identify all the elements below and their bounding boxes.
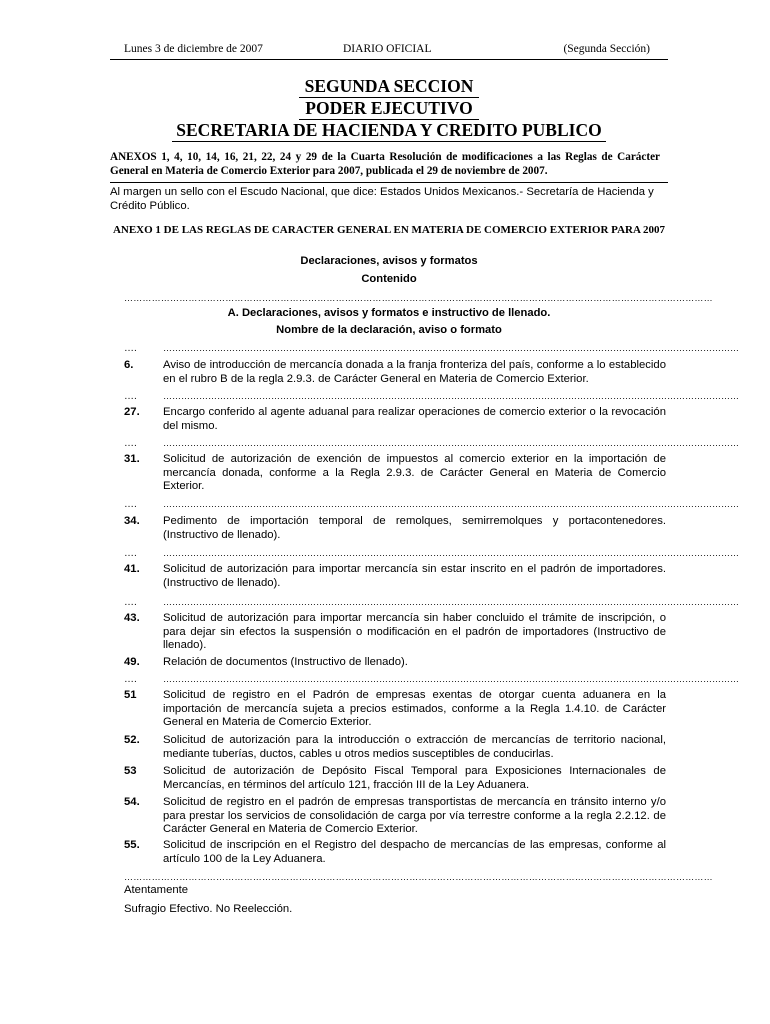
item-text: Solicitud de autorización para importar mercancía sin estar inscrito en el padrón de importadores. (Instructivo de llenado).: [163, 563, 666, 589]
omission-dots: …………………………………………………………………………………………………………………………………………………………………………: [163, 391, 739, 401]
ministry-title: SECRETARIA DE HACIENDA Y CREDITO PUBLICO: [172, 120, 605, 142]
item-number: 41.: [124, 563, 140, 575]
intro-paragraph: Al margen un sello con el Escudo Nacional, que dice: Estados Unidos Mexicanos.- Secretaría de Hacienda y Crédito Público.: [110, 186, 654, 212]
omission-marker: ….: [124, 391, 137, 402]
item-text: Solicitud de autorización para la introducción o extracción de mercancías de territorio nacional, mediante tuberías, ductos, cables u otros medios susceptibles de conducirlas.: [163, 734, 666, 760]
anexo-title: ANEXO 1 DE LAS REGLAS DE CARACTER GENERAL EN MATERIA DE COMERCIO EXTERIOR PARA 2007: [112, 224, 666, 236]
omission-dots: …………………………………………………………………………………………………………………………………………………………………………: [163, 674, 739, 684]
closing-motto: Sufragio Efectivo. No Reelección.: [124, 903, 293, 915]
item-number: 34.: [124, 515, 140, 527]
section-title: SEGUNDA SECCION: [299, 76, 480, 98]
omission-marker: ….: [124, 548, 137, 559]
item-number: 43.: [124, 612, 140, 624]
closing-salutation: Atentamente: [124, 884, 189, 896]
item-number: 51: [124, 689, 137, 701]
item-text: Solicitud de registro en el Padrón de empresas exentas de otorgar cuenta aduanera en la importación de mercancía sujeta a precios estimados, conforme a la Regla 1.4.10. de Carácter General en Materia de Comercio Exterior.: [163, 689, 666, 728]
item-number: 49.: [124, 656, 140, 668]
header-date: Lunes 3 de diciembre de 2007: [124, 43, 263, 55]
omission-dots: …………………………………………………………………………………………………………………………………………………………………………: [163, 597, 739, 607]
item-text: Relación de documentos (Instructivo de llenado).: [163, 656, 408, 668]
omission-marker: ….: [124, 438, 137, 449]
column-heading: Nombre de la declaración, aviso o formato: [276, 324, 502, 336]
omission-dots: …………………………………………………………………………………………………………………………………………………………………………: [163, 438, 739, 448]
title-block: [110, 76, 668, 142]
item-number: 6.: [124, 359, 134, 371]
omission-marker: ….: [124, 674, 137, 685]
item-text: Aviso de introducción de mercancía donada a la franja fronteriza del país, conforme a lo establecido en el rubro B de la regla 2.9.3. de Carácter General en Materia de Comercio Exterior.: [163, 359, 666, 385]
omission-dots: …………………………………………………………………………………………………………………………………………………………………………: [163, 499, 739, 509]
dotted-separator: …………………………………………………………………………………………………………………………………………………………………………: [124, 293, 713, 303]
page-header: [110, 43, 668, 60]
item-text: Encargo conferido al agente aduanal para realizar operaciones de comercio exterior o la revocación del mismo.: [163, 406, 666, 432]
item-number: 53: [124, 765, 137, 777]
omission-marker: ….: [124, 343, 137, 354]
item-number: 31.: [124, 453, 140, 465]
dotted-separator: …………………………………………………………………………………………………………………………………………………………………………: [124, 872, 713, 882]
omission-dots: …………………………………………………………………………………………………………………………………………………………………………: [163, 548, 739, 558]
item-number: 52.: [124, 734, 140, 746]
header-section: (Segunda Sección): [563, 43, 650, 55]
item-text: Pedimento de importación temporal de remolques, semirremolques y portacontenedores. (Instructivo de llenado).: [163, 515, 666, 541]
item-text: Solicitud de registro en el padrón de empresas transportistas de mercancía en tránsito interno y/o para prestar los servicios de consolidación de carga por vía terrestre conforme a la regla 2.2.12. de Carácter General en Materia de Comercio Exterior.: [163, 796, 666, 835]
item-number: 55.: [124, 839, 140, 851]
item-text: Solicitud de autorización de exención de impuestos al comercio exterior en la importación de mercancía donada, conforme a la Regla 2.9.3. de Carácter General en Materia de Comercio Exterior.: [163, 453, 666, 492]
omission-marker: ….: [124, 597, 137, 608]
omission-dots: …………………………………………………………………………………………………………………………………………………………………………: [163, 343, 739, 353]
subtitle-divider: [110, 182, 668, 183]
subsection-heading: A. Declaraciones, avisos y formatos e instructivo de llenado.: [227, 307, 551, 319]
power-title: PODER EJECUTIVO: [299, 98, 478, 120]
item-text: Solicitud de autorización de Depósito Fiscal Temporal para Exposiciones Internacionales de Mercancías, en términos del artículo 121, fracción III de la Ley Aduanera.: [163, 765, 666, 791]
header-publication: DIARIO OFICIAL: [343, 43, 432, 55]
document-subtitle: ANEXOS 1, 4, 10, 14, 16, 21, 22, 24 y 29 de la Cuarta Resolución de modificaciones a las Reglas de Carácter General en Materia de Comercio Exterior para 2007, publicada el 29 de noviembre de 2007.: [110, 151, 660, 177]
contents-heading: Contenido: [361, 273, 417, 285]
item-text: Solicitud de autorización para importar mercancía sin haber concluido el trámite de inscripción, o para dejar sin efectos la suspensión o modificación en el padrón de importadores (Instructivo de llenado).: [163, 612, 666, 651]
omission-marker: ….: [124, 499, 137, 510]
item-number: 27.: [124, 406, 140, 418]
item-number: 54.: [124, 796, 140, 808]
section-heading: Declaraciones, avisos y formatos: [300, 255, 478, 267]
item-text: Solicitud de inscripción en el Registro del despacho de mercancías de las empresas, conforme al artículo 100 de la Ley Aduanera.: [163, 839, 666, 865]
